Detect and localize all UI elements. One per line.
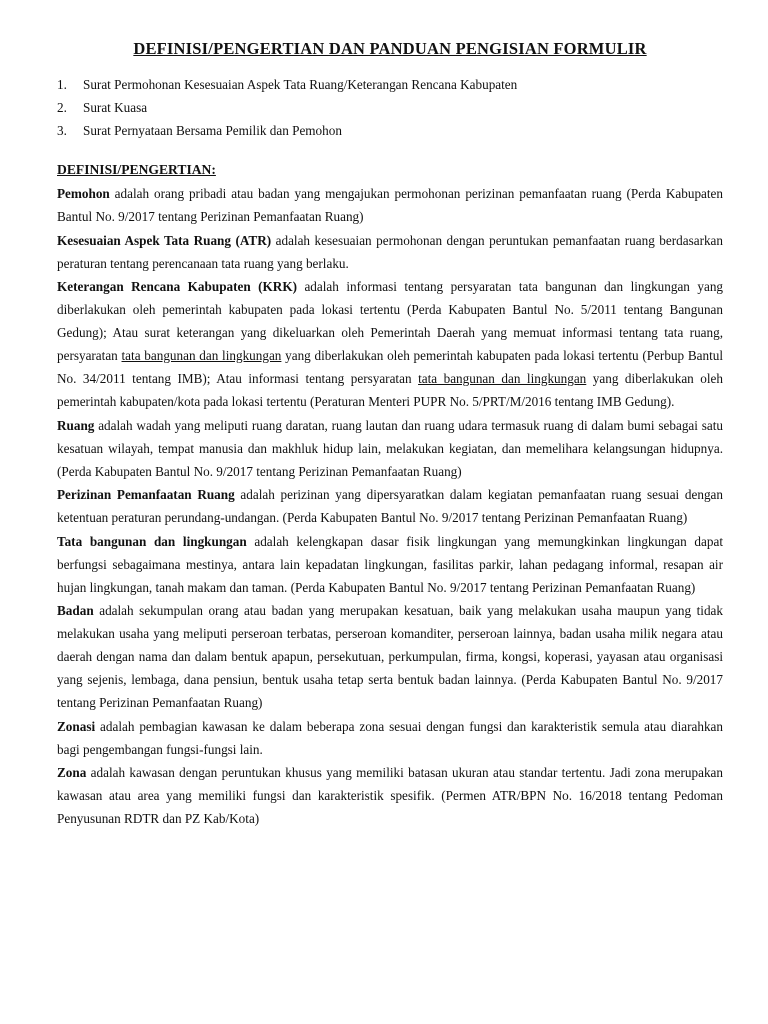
definition-atr <box>57 229 723 275</box>
definition-term: Badan <box>57 603 94 618</box>
form-list-label: Surat Pernyataan Bersama Pemilik dan Pemohon <box>83 123 342 138</box>
definition-text: adalah pembagian kawasan ke dalam beberapa zona sesuai dengan fungsi dan karakteristik semula atau diarahkan bagi pengembangan fungsi-fungsi lain. <box>57 718 723 757</box>
definition-term: Ruang <box>57 417 95 433</box>
definition-text: adalah perizinan yang dipersyaratkan dalam kegiatan pemanfaatan ruang sesuai dengan ketentuan peraturan perundang-undangan. (Perda Kabupaten Bantul No. 9/2017 tentang Perizinan Pemanfaatan Ruang) <box>57 487 723 525</box>
form-list-item <box>57 119 723 142</box>
definition-term: Kesesuaian Aspek Tata Ruang (ATR) <box>57 232 272 248</box>
list-number: 1. <box>57 77 67 92</box>
definition-zonasi <box>57 715 723 761</box>
definition-term: Zona <box>57 765 87 780</box>
form-list-label: Surat Kuasa <box>83 100 148 115</box>
definition-term: Zonasi <box>57 718 96 734</box>
definition-ruang <box>57 414 723 483</box>
definition-text: adalah kawasan dengan peruntukan khusus yang memiliki batasan ukuran atau standar tertentu. Jadi zona merupakan kawasan atau area yang memiliki fungsi dan karakteristik spesifik. (Permen ATR/BPN No. 16/2018 tentang Pedoman Penyusunan RDTR dan PZ Kab/Kota) <box>57 765 723 826</box>
definition-text: adalah sekumpulan orang atau badan yang merupakan kesatuan, baik yang melakukan usaha maupun yang tidak melakukan usaha yang meliputi perseroan terbatas, perseroan komanditer, perseroan lainnya, badan usaha milik negara atau daerah dengan nama dan dalam bentuk apapun, persekutuan, perkumpulan, firma, kongsi, koperasi, yayasan atau organisasi yang sejenis, lembaga, dana pensiun, bentuk usaha tetap serta bentuk badan lainnya. (Perda Kabupaten Bantul No. 9/2017 tentang Perizinan Pemanfaatan Ruang) <box>57 603 723 710</box>
underlined-phrase: tata bangunan dan lingkungan <box>121 348 282 363</box>
definition-text: yang diberlakukan oleh pemerintah kabupaten pada lokasi tertentu (Perbup Bantul No. 34/2011 tentang IMB); Atau informasi tentang persyaratan <box>57 348 724 386</box>
form-list-label: Surat Permohonan Kesesuaian Aspek Tata Ruang/Keterangan Rencana Kabupaten <box>83 77 518 92</box>
section-title: DEFINISI/PENGERTIAN: <box>57 162 216 177</box>
definition-text: adalah kesesuaian permohonan dengan peruntukan pemanfaatan ruang berdasarkan peraturan tentang perencanaan tata ruang yang berlaku. <box>57 232 723 271</box>
definition-perizinan <box>57 483 723 529</box>
definition-text: adalah informasi tentang persyaratan tata bangunan dan lingkungan yang diberlakukan oleh pemerintah kabupaten pada lokasi tertentu (Perda Kabupaten Bantul No. 5/2011 tentang Bangunan Gedung); Atau surat keterangan yang dikeluarkan oleh Pemerintah Daerah yang memuat informasi tentang tata ruang, persyaratan <box>57 279 724 363</box>
definition-term: Pemohon <box>57 186 110 201</box>
list-number: 2. <box>57 100 67 115</box>
definition-pemohon <box>57 182 723 228</box>
definition-text: adalah orang pribadi atau badan yang mengajukan permohonan perizinan pemanfaatan ruang (Perda Kabupaten Bantul No. 9/2017 tentang Perizinan Pemanfaatan Ruang) <box>57 186 723 224</box>
definition-term: Perizinan Pemanfaatan Ruang <box>57 487 235 502</box>
definition-zona <box>57 761 723 830</box>
definition-krk <box>57 275 723 413</box>
definition-text: adalah kelengkapan dasar fisik lingkungan yang memungkinkan lingkungan dapat berfungsi sebagaimana mestinya, antara lain kepadatan lingkungan, fasilitas parkir, lahan pedagang informal, resapan air hujan lingkungan, tanah makam dan taman. (Perda Kabupaten Bantul No. 9/2017 tentang Perizinan Pemanfaatan Ruang) <box>57 533 723 595</box>
definition-term: Keterangan Rencana Kabupaten (KRK) <box>57 279 297 294</box>
document-page <box>57 36 723 831</box>
definition-tata-bangunan <box>57 530 723 599</box>
form-list-item <box>57 96 723 119</box>
definition-text: yang diberlakukan oleh pemerintah kabupaten/kota pada lokasi tertentu (Peraturan Menteri PUPR No. 5/PRT/M/2016 tentang IMB Gedung). <box>57 371 723 409</box>
form-list <box>57 73 723 142</box>
definition-term: Tata bangunan dan lingkungan <box>57 533 247 549</box>
underlined-phrase: tata bangunan dan lingkungan <box>418 371 587 386</box>
definition-badan <box>57 599 723 714</box>
form-list-item <box>57 73 723 96</box>
document-title: DEFINISI/PENGERTIAN DAN PANDUAN PENGISIAN FORMULIR <box>133 39 647 58</box>
list-number: 3. <box>57 123 67 138</box>
definition-text: adalah wadah yang meliputi ruang daratan, ruang lautan dan ruang udara termasuk ruang di dalam bumi sebagai satu kesatuan wilayah, tempat manusia dan makhluk hidup lain, melakukan kegiatan, dan memelihara kelangsungan hidupnya. (Perda Kabupaten Bantul No. 9/2017 tentang Perizinan Pemanfaatan Ruang) <box>57 417 723 479</box>
